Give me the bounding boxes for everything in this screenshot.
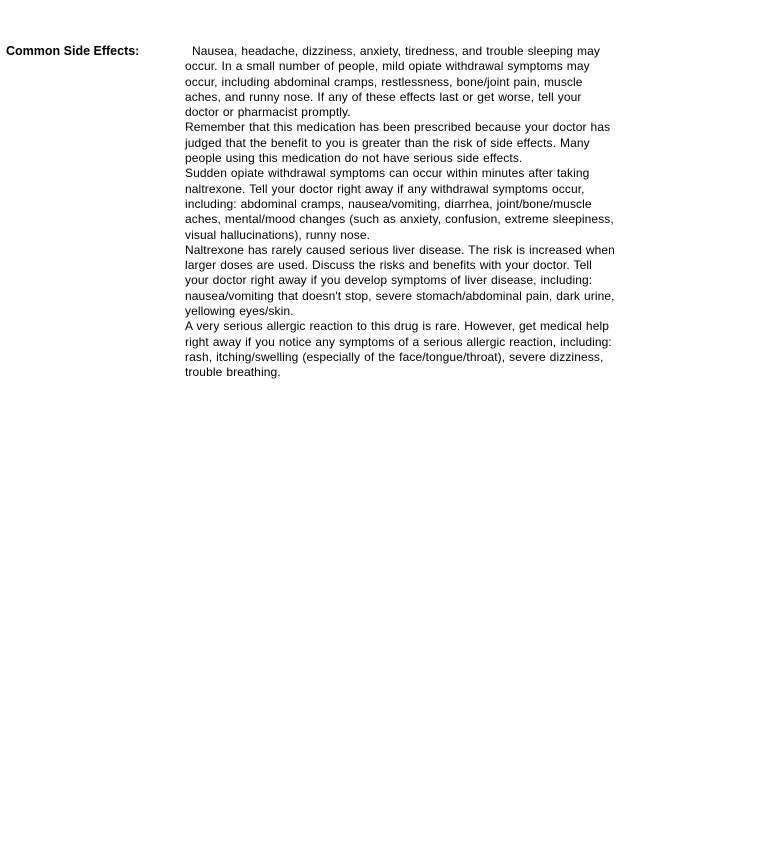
section-label: Common Side Effects: [6, 44, 140, 58]
side-effects-content [185, 44, 615, 381]
paragraph-liver-disease: Naltrexone has rarely caused serious liver disease. The risk is increased when larger doses are used. Discuss the risks and benefits with your doctor. Tell your doctor right away if you develop symptoms of liver disease, including: nausea/vomiting that doesn't stop, severe stomach/abdominal pain, dark urine, yellowing eyes/skin. [185, 242, 615, 319]
paragraph-allergic-reaction: A very serious allergic reaction to this drug is rare. However, get medical help right away if you notice any symptoms of a serious allergic reaction, including: rash, itching/swelling (especially of the face/tongue/throat), severe dizziness, trouble breathing. [185, 319, 612, 380]
paragraph-withdrawal: Sudden opiate withdrawal symptoms can occur within minutes after taking naltrexone. Tell your doctor right away if any withdrawal symptoms occur, including: abdominal cramps, nausea/vomiting, diarrhea, joint/bone/muscle aches, mental/mood changes (such as anxiety, confusion, extreme sleepiness, visual hallucinations), runny nose. [185, 166, 614, 242]
paragraph-benefit-note: Remember that this medication has been prescribed because your doctor has judged that the benefit to you is greater than the risk of side effects. Many people using this medication do not have serious side effects. [185, 120, 611, 166]
paragraph-common-effects: Nausea, headache, dizziness, anxiety, tiredness, and trouble sleeping may occur. In a small number of people, mild opiate withdrawal symptoms may occur, including abdominal cramps, restlessness, bone/joint pain, muscle aches, and runny nose. If any of these effects last or get worse, tell your doctor or pharmacist promptly. [185, 44, 600, 120]
